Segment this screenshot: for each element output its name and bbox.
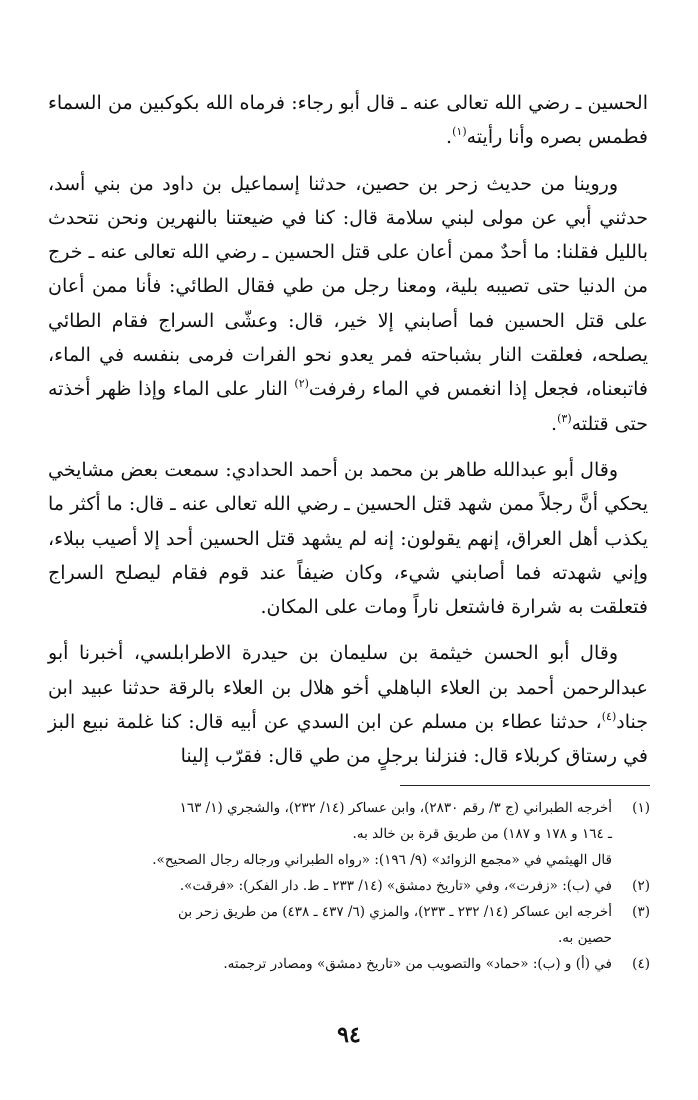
page-number: ٩٤ bbox=[337, 1022, 361, 1048]
text-line: ابن جناد bbox=[48, 676, 648, 734]
text-line: مشايخي يحكي أنَّ رجلاً ممن شهد قتل الحسين ـ رضي الله تعالى عنه ـ bbox=[48, 458, 648, 516]
footnote-2 bbox=[40, 873, 650, 899]
text-line: عبدالرحمن أحمد بن العلاء الباهلي أخو هلال بن العلاء بالرقة حدثنا عبيد bbox=[81, 676, 648, 699]
text-line: النار على الماء bbox=[172, 378, 295, 401]
text-line: الحسين أحد إلا أصيب ببلاء، وإني شهدته فما أصابني شيء، وكان ضيفاً bbox=[48, 527, 648, 584]
text-line: أسد، حدثني أبي عن مولى لبني سلامة قال: كنا في ضيعتنا بالنهرين ونحن bbox=[48, 172, 648, 229]
footnote-text: أخرجه ابن عساكر (١٤/ ٢٣٢ ـ ٢٣٣)، والمزي (٦/ ٤٣٧ ـ ٤٣٨) من طريق زحر بن bbox=[178, 904, 612, 920]
footnote-continuation: حصين به. bbox=[558, 930, 612, 946]
footnote-text: في (ب): «زفرت»، وفي «تاريخ دمشق» (١٤/ ٢٣٣ ـ ط. دار الفكر): «فرقت». bbox=[179, 878, 612, 894]
text-line: في الماء، فاتبعناه، فجعل إذا انغمس في الماء رفرفت bbox=[48, 344, 648, 401]
footnote-number: (٢) bbox=[632, 878, 650, 894]
text-line: نبيع البز في رستاق كربلاء قال: فنزلنا برجلٍ من طي قال: فقرّب إلينا bbox=[48, 711, 648, 768]
text-line: عنه ـ خرج من الدنيا حتى تصيبه بلية، ومعنا رجل من طي فقال الطائي: bbox=[48, 241, 649, 298]
footnote-4 bbox=[40, 951, 650, 977]
text-line: وقال أبو عبدالله طاهر بن محمد بن أحمد الحدادي: سمعت بعض bbox=[120, 458, 618, 481]
text-line: فأنا ممن أعان على قتل الحسين فما أصابني إلا خير، قال: وعشّى السراج bbox=[48, 275, 648, 332]
text-line: . bbox=[446, 126, 453, 149]
footnote-number: (٤) bbox=[632, 956, 650, 972]
text-line: نتحدث بالليل فقلنا: ما أحدٌ ممن أعان على قتل الحسين ـ رضي الله تعالى bbox=[48, 206, 648, 264]
footnote-ref[interactable]: (٣) bbox=[557, 411, 572, 425]
text-line: المكان. bbox=[260, 596, 319, 619]
text-line: وقال أبو الحسن خيثمة بن سليمان بن حيدرة الاطرابلسي، أخبرنا أبو bbox=[48, 642, 618, 665]
footnote-continuation: ـ ١٦٤ و ١٧٨ و ١٨٧) من طريق قرة بن خالد به. bbox=[352, 826, 612, 842]
footnote-divider bbox=[400, 785, 650, 786]
footnote-text: في (أ) و (ب): «حماد» والتصويب من «تاريخ دمشق» ومصادر ترجمته. bbox=[223, 956, 612, 972]
footnote-1 bbox=[40, 795, 650, 873]
footnote-ref[interactable]: (٤) bbox=[601, 710, 617, 724]
text-line: السماء فطمس بصره وأنا رأيته bbox=[48, 92, 648, 149]
text-line: فقام الطائي يصلحه، فعلقت النار بشباحته فمر يعدو نحو الفرات فرمى بنفسه bbox=[48, 309, 648, 367]
text-line: . bbox=[551, 412, 558, 435]
footnote-number: (٣) bbox=[632, 904, 650, 920]
footnote-ref[interactable]: (٢) bbox=[294, 377, 309, 391]
paragraph-2 bbox=[48, 167, 648, 441]
footnote-3 bbox=[40, 899, 650, 951]
footnote-number: (١) bbox=[632, 800, 650, 816]
footnotes bbox=[40, 795, 650, 977]
footnote-continuation: قال الهيثمي في «مجمع الزوائد» (٩/ ١٩٦): «رواه الطبراني ورجاله رجال الصحيح». bbox=[152, 852, 612, 868]
text-line: عند قوم فقام ليصلح السراج فتعلقت به شرارة فاشتعل ناراً ومات على bbox=[48, 561, 648, 619]
text-line: قال: ما أكثر ما يكذب أهل العراق، إنهم يقولون: إنه لم يشهد قتل bbox=[48, 493, 648, 550]
text-line: ، حدثنا عطاء بن مسلم عن ابن السدي عن أبيه قال: كنا غلمة bbox=[116, 711, 602, 734]
text-line: وروينا من حديث زحر بن حصين، حدثنا إسماعيل بن داود من بني bbox=[93, 172, 618, 195]
paragraph-4 bbox=[48, 636, 648, 773]
footnote-text: أخرجه الطبراني (ج ٣/ رقم ٢٨٣٠)، وابن عساكر (١٤/ ٢٣٢)، والشجري (١/ ١٦٣ bbox=[179, 800, 612, 816]
text-line: وإذا ظهر أخذته حتى قتلته bbox=[48, 378, 648, 435]
main-text bbox=[48, 86, 648, 774]
footnote-ref[interactable]: (١) bbox=[452, 125, 467, 139]
paragraph-1 bbox=[48, 86, 648, 155]
paragraph-3 bbox=[48, 453, 648, 624]
text-line: الحسين ـ رضي الله تعالى عنه ـ قال أبو رجاء: فرماه الله بكوكبين من bbox=[107, 92, 648, 114]
